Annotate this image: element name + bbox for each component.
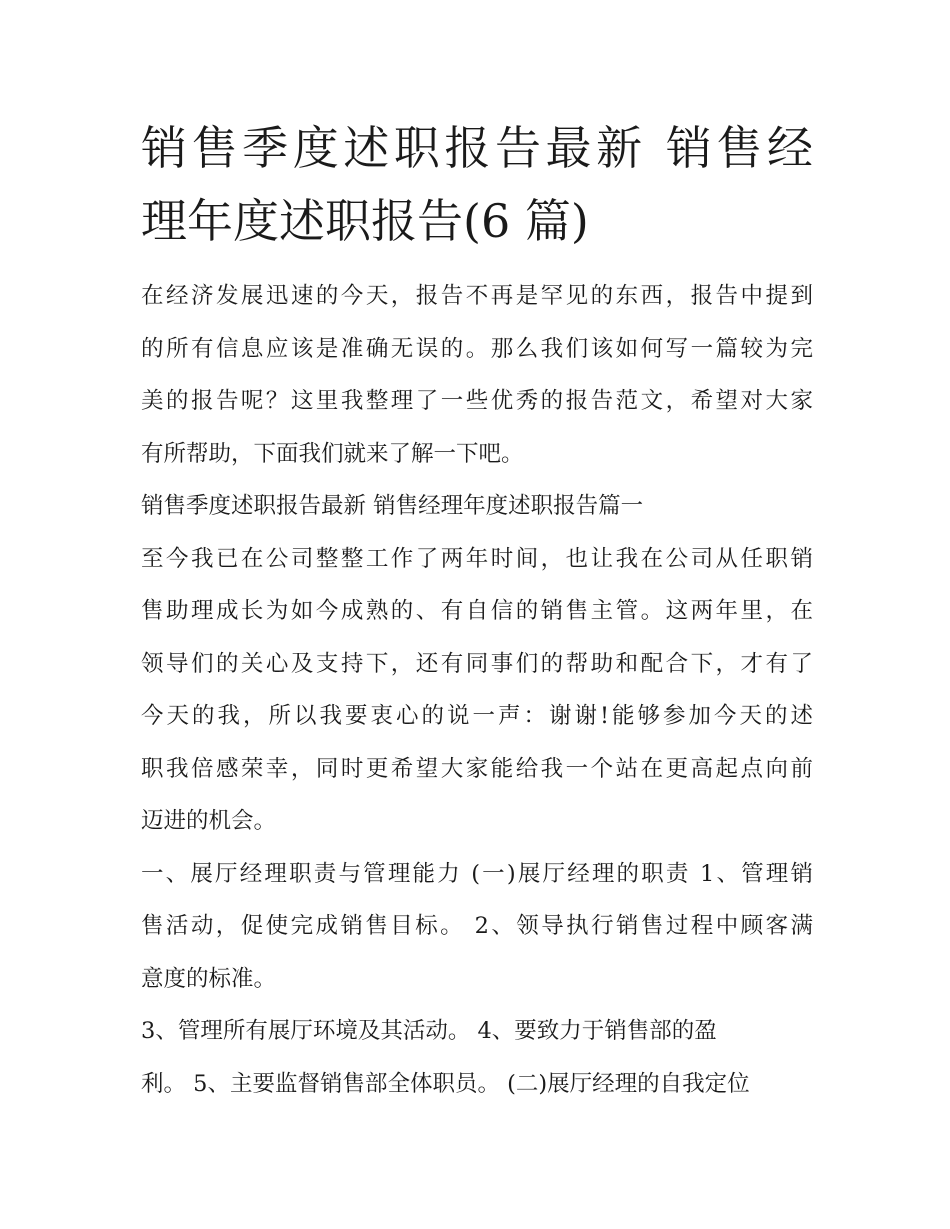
text-line: 有所帮助，下面我们就来了解一下吧。	[141, 440, 524, 467]
section-heading	[141, 480, 813, 533]
text-line: 销售季度述职报告最新 销售经理年度述职报告篇一	[141, 493, 644, 519]
title-line: 理年度述职报告(6 篇)	[141, 194, 589, 248]
text-line: 在经济发展迅速的今天，报告不再是罕见的东西，报告中提到	[141, 283, 813, 309]
document-title	[141, 112, 813, 258]
text-line: 意度的标准。	[141, 965, 277, 992]
duties-paragraph	[141, 848, 813, 1006]
text-line: 利。 5、主要监督销售部全体职员。 (二)展厅经理的自我定位	[141, 1070, 750, 1097]
text-line: 领导们的关心及支持下，还有同事们的帮助和配合下，才有了	[141, 650, 813, 677]
text-line: 3、管理所有展厅环境及其活动。 4、要致力于销售部的盈	[141, 1018, 717, 1044]
text-line: 今天的我，所以我要衷心的说一声：谢谢!能够参加今天的述	[141, 703, 813, 729]
text-line: 一、展厅经理职责与管理能力 (一)展厅经理的职责 1、管理销	[141, 860, 813, 887]
document-page	[141, 112, 813, 1110]
text-line: 售活动，促使完成销售目标。 2、领导执行销售过程中顾客满	[141, 913, 813, 939]
text-line: 的所有信息应该是准确无误的。那么我们该如何写一篇较为完	[141, 335, 813, 362]
text-line: 售助理成长为如今成熟的、有自信的销售主管。这两年里，在	[141, 598, 813, 624]
intro-paragraph	[141, 270, 813, 480]
text-line: 至今我已在公司整整工作了两年时间，也让我在公司从任职销	[141, 545, 813, 572]
text-line: 美的报告呢？这里我整理了一些优秀的报告范文，希望对大家	[141, 388, 813, 414]
duties-paragraph	[141, 1005, 813, 1110]
text-line: 迈进的机会。	[141, 808, 277, 834]
text-line: 职我倍感荣幸，同时更希望大家能给我一个站在更高起点向前	[141, 755, 813, 782]
body-paragraph	[141, 533, 813, 848]
title-line: 销售季度述职报告最新 销售经	[141, 121, 813, 175]
